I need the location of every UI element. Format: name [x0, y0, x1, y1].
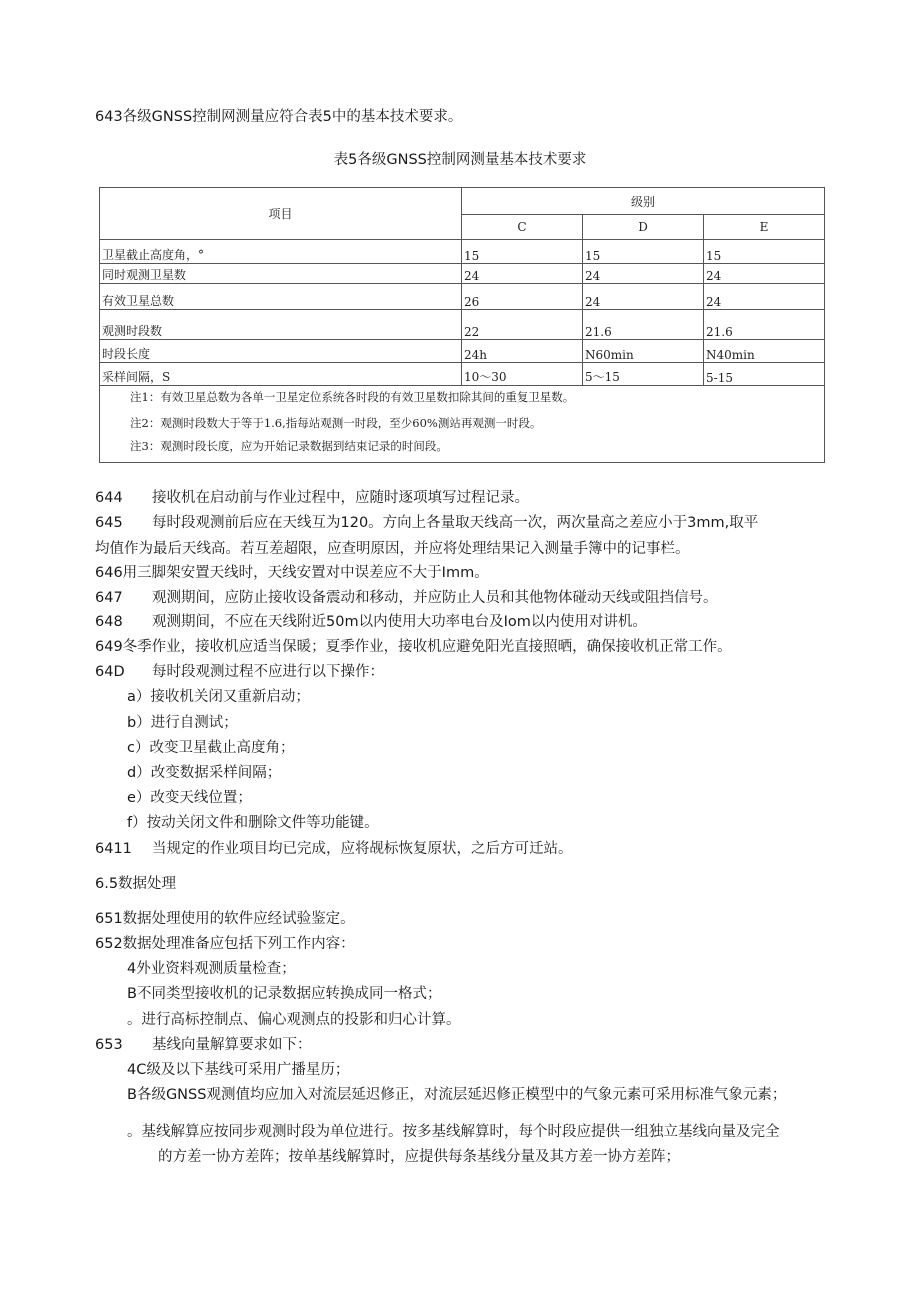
paragraph-645 [95, 513, 758, 533]
row-label: 同时观测卫星数 [100, 264, 462, 284]
paragraph-644 [95, 488, 529, 508]
row-value: 22 [462, 310, 583, 340]
clause-text: 当规定的作业项目均已完成，应将觇标恢复原状，之后方可迁站。 [152, 841, 573, 857]
row-value: 21.6 [583, 310, 704, 340]
list-item: 。基线解算应按同步观测时段为单位进行。按多基线解算时，每个时段应提供一组独立基线向量及完全 [127, 1124, 780, 1140]
row-value: 24h [462, 340, 583, 363]
list-item: 。进行高标控制点、偏心观测点的投影和归心计算。 [127, 1012, 461, 1028]
row-value: 15 [583, 240, 704, 264]
table-row [100, 264, 825, 284]
list-item: b）进行自测试； [127, 715, 238, 731]
row-value: 24 [583, 284, 704, 310]
list-item: B不同类型接收机的记录数据应转换成同一格式； [127, 986, 442, 1002]
row-value: 24 [704, 284, 825, 310]
header-level-d: D [583, 215, 704, 240]
row-value: 24 [704, 264, 825, 284]
table-notes [100, 386, 825, 463]
row-label: 时段长度 [100, 340, 462, 363]
table-row [100, 310, 825, 340]
clause-number: 653 [95, 1037, 123, 1053]
list-item: B各级GNSS观测值均应加入对流层延迟修正，对流层延迟修正模型中的气象元素可采用标准气象元素； [127, 1087, 787, 1103]
paragraph-646: 646用三脚架安置天线时，天线安置对中误差应不大于Imm。 [95, 565, 489, 581]
row-value: 10〜30 [462, 363, 583, 386]
clause-text: 观测期间，不应在天线附近50m以内使用大功率电台及Iom以内使用对讲机。 [152, 614, 647, 630]
row-value: 24 [462, 264, 583, 284]
clause-text: 每时段观测前后应在天线互为120。方向上各量取天线高一次，两次量高之差应小于3mm,取平 [152, 515, 759, 531]
row-value: 21.6 [704, 310, 825, 340]
list-item: 4C级及以下基线可采用广播星历； [127, 1062, 350, 1078]
paragraph-653 [95, 1035, 312, 1055]
paragraph-648 [95, 612, 647, 632]
paragraph-64d [95, 662, 384, 682]
row-value: 5-15 [704, 363, 825, 386]
list-item: d）改变数据采样间隔； [127, 765, 282, 781]
row-value: 5〜15 [583, 363, 704, 386]
list-item-continued: 的方差一协方差阵；按单基线解算时，应提供每条基线分量及其方差一协方差阵； [158, 1149, 680, 1165]
table-title: 表5各级GNSS控制网测量基本技术要求 [333, 152, 587, 168]
list-item: 4外业资料观测质量检查； [127, 961, 296, 977]
row-value: 15 [704, 240, 825, 264]
table-row [100, 340, 825, 363]
row-value: N40min [704, 340, 825, 363]
clause-number: 64D [95, 664, 125, 680]
header-level-e: E [704, 215, 825, 240]
clause-number: 647 [95, 590, 123, 606]
table-row [100, 240, 825, 264]
list-item: c）改变卫星截止高度角； [127, 740, 295, 756]
technical-requirements-table [99, 187, 825, 463]
header-level: 级别 [462, 188, 825, 215]
paragraph-645-continued: 均值作为最后天线高。若互差超限，应查明原因，并应将处理结果记入测量手簿中的记事栏。 [95, 541, 690, 557]
row-label: 采样间隔，S [100, 363, 462, 386]
clause-text: 观测期间，应防止接收设备震动和移动，并应防止人员和其他物体碰动天线或阻挡信号。 [152, 590, 718, 606]
clause-number: 645 [95, 515, 123, 531]
intro-paragraph: 643各级GNSS控制网测量应符合表5中的基本技术要求。 [95, 109, 463, 125]
table-row [100, 284, 825, 310]
row-value: 24 [583, 264, 704, 284]
row-label: 观测时段数 [100, 310, 462, 340]
header-level-c: C [462, 215, 583, 240]
paragraph-651: 651数据处理使用的软件应经试验鉴定。 [95, 911, 355, 927]
section-heading-6-5: 6.5数据处理 [95, 876, 177, 892]
clause-text: 接收机在启动前与作业过程中，应随时逐项填写过程记录。 [152, 490, 529, 506]
clause-number: 644 [95, 490, 123, 506]
row-value: N60min [583, 340, 704, 363]
list-item: e）改变天线位置； [127, 790, 252, 806]
paragraph-652: 652数据处理准备应包括下列工作内容： [95, 936, 355, 952]
row-label: 卫星截止高度角，° [100, 240, 462, 264]
list-item: a）接收机关闭又重新启动； [127, 689, 310, 705]
clause-number: 648 [95, 614, 123, 630]
paragraph-647 [95, 588, 718, 608]
clause-text: 基线向量解算要求如下： [152, 1037, 312, 1053]
clause-text: 每时段观测过程不应进行以下操作： [152, 664, 384, 680]
table-row [100, 363, 825, 386]
row-value: 15 [462, 240, 583, 264]
paragraph-6411 [95, 839, 573, 859]
list-item: f）按动关闭文件和删除文件等功能键。 [127, 815, 379, 831]
table-note: 注2：观测时段数大于等于1.6,指每站观测一时段，至少60%测站再观测一时段。 [130, 416, 542, 430]
clause-number: 6411 [95, 841, 132, 857]
header-item: 项目 [100, 188, 462, 240]
paragraph-649: 649冬季作业，接收机应适当保暖；夏季作业，接收机应避免阳光直接照晒，确保接收机正常工作。 [95, 639, 732, 655]
row-label: 有效卫星总数 [100, 284, 462, 310]
row-value: 26 [462, 284, 583, 310]
table-note: 注3：观测时段长度，应为开始记录数据到结束记录的时间段。 [130, 439, 448, 453]
table-note: 注1：有效卫星总数为各单一卫星定位系统各时段的有效卫星数扣除其间的重复卫星数。 [130, 390, 575, 404]
